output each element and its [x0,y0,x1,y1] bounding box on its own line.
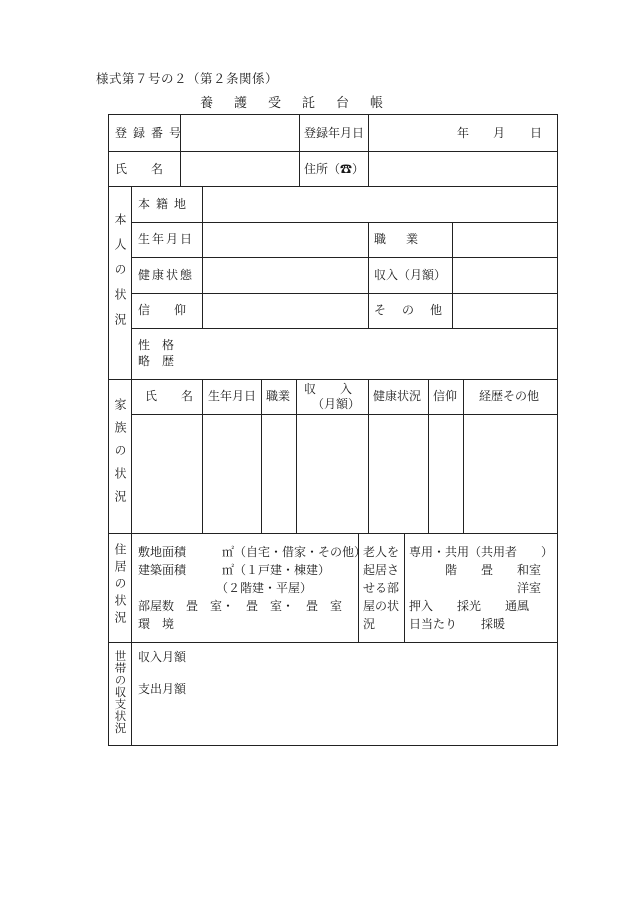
elder-room-line: 押入 採光 通風 [409,599,530,613]
col-divider [202,186,203,328]
family-col-health: 健康状況 [373,389,422,403]
label-birth-date: 生年月日 [138,232,195,246]
label-occupation: 職 業 [374,232,423,246]
family-col-birth-date: 生年月日 [208,389,257,403]
col-divider [428,379,429,533]
col-divider [368,379,369,533]
label-personality: 性 格 [138,338,175,352]
label-other: その他 [374,303,459,317]
label-day: 日 [530,126,543,140]
row-divider [131,414,557,415]
register-form-table [108,114,558,746]
row-divider [109,379,557,380]
elder-room-label-line: 況 [363,617,376,631]
row-divider [131,257,557,258]
family-col-income: 収 入 [304,382,353,396]
elder-room-label-line: 起居さ [363,563,400,577]
col-divider [131,186,132,745]
family-col-name: 氏 名 [145,389,194,403]
row-divider [131,328,557,329]
family-col-religion: 信仰 [433,389,458,403]
housing-line: （２階建・平屋） [138,581,313,595]
label-registration-date: 登録年月日 [304,126,365,140]
row-divider [109,186,557,187]
section-label-household: 世帯の収支状況 [113,650,128,734]
label-monthly-income: 収入月額 [138,650,187,664]
row-divider [131,293,557,294]
elder-room-line: 日当たり 採暖 [409,617,506,631]
col-divider [202,379,203,533]
col-divider [368,222,369,328]
elder-room-line: 専用・共用（共用者 ） [409,545,554,559]
section-label-self: 本人の状況 [113,213,127,338]
elder-room-line: 階 畳 和室 [409,563,542,577]
family-col-history-other: 経歴その他 [479,389,540,403]
section-label-family: 家族の状況 [113,398,127,513]
label-income: 収入（月額） [374,268,447,282]
elder-room-label-line: 屋の状 [363,599,400,613]
family-col-occupation: 職業 [266,389,291,403]
col-divider [261,379,262,533]
row-divider [109,642,557,643]
label-name: 氏 名 [115,162,164,176]
col-divider [463,379,464,533]
document-title: 養護受託台帳 [200,96,405,111]
label-address-phone: 住所（☎） [304,162,365,176]
col-divider [368,115,369,186]
row-divider [109,533,557,534]
elder-room-label-line: 老人を [363,545,400,559]
col-divider [404,533,405,642]
label-registration-number: 登録番号 [115,126,188,140]
label-religion: 信 仰 [138,303,187,317]
housing-line: 環 境 [138,617,175,631]
label-month: 月 [493,126,506,140]
row-divider [109,151,557,152]
label-domicile: 本籍地 [138,197,193,211]
elder-room-label-line: せる部 [363,581,400,595]
col-divider [299,115,300,186]
housing-line: 敷地面積 ㎡（自宅・借家・その他） [138,545,367,559]
col-divider [296,379,297,533]
housing-line: 部屋数 畳 室・ 畳 室・ 畳 室 [138,599,343,613]
row-divider [131,222,557,223]
housing-line: 建築面積 ㎡（１戸建・棟建） [138,563,331,577]
label-monthly-expense: 支出月額 [138,682,187,696]
elder-room-line: 洋室 [409,581,542,595]
section-label-housing: 住居の状況 [113,543,127,628]
label-history: 略 歴 [138,354,175,368]
label-health: 健康状態 [138,268,195,282]
label-year: 年 [457,126,470,140]
form-number: 様式第７号の２（第２条関係） [96,71,279,86]
family-col-income-monthly: （月額） [312,397,361,411]
